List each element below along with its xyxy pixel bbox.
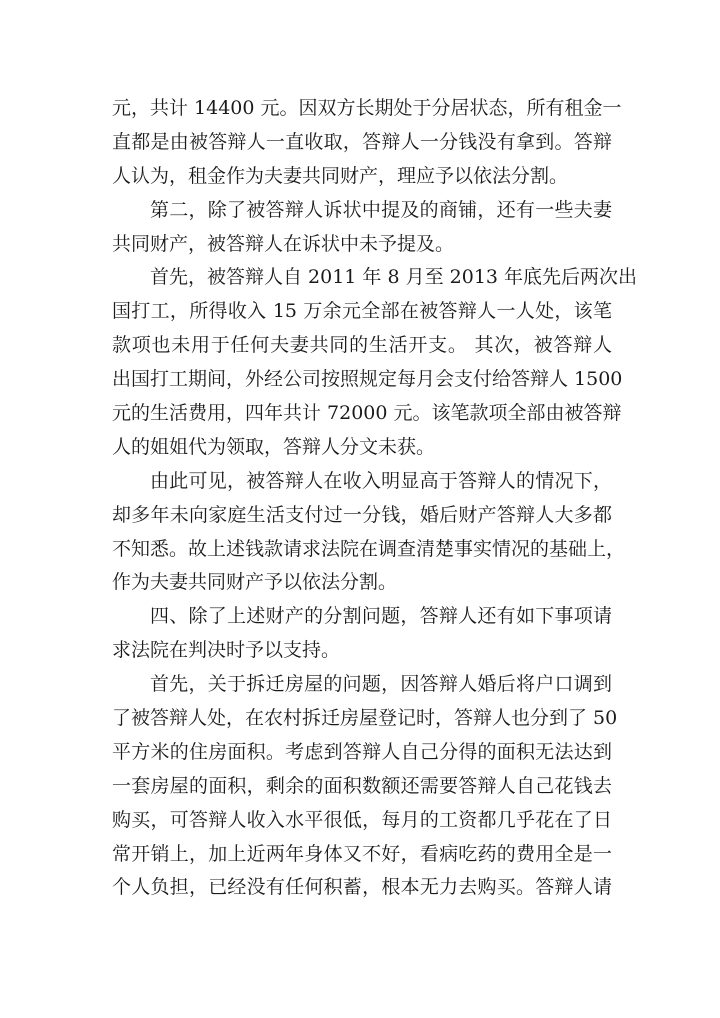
text-line: 个人负担，已经没有任何积蓄，根本无力去购买。答辩人请 [112,876,612,899]
text-line: 一套房屋的面积，剩余的面积数额还需要答辩人自己花钱去 [112,774,612,797]
text-line: 购买，可答辩人收入水平很低，每月的工资都几乎花在了日 [112,808,612,831]
text-line: 却多年未向家庭生活支付过一分钱，婚后财产答辩人大多都 [112,503,612,526]
paragraph-first-line: 由此可见，被答辩人在收入明显高于答辩人的情况下， [150,469,612,492]
body-text [112,92,638,905]
text-line: 不知悉。故上述钱款请求法院在调查清楚事实情况的基础上， [112,537,626,560]
text-line: 求法院在判决时予以支持。 [112,639,341,662]
text-line: 平方米的住房面积。考虑到答辩人自己分得的面积无法达到 [112,740,612,763]
text-line: 国打工，所得收入 15 万余元全部在被答辩人一人处，该笔 [112,300,612,323]
paragraph-first-line: 首先，关于拆迁房屋的问题，因答辩人婚后将户口调到 [150,673,612,696]
paragraph-first-line: 第二，除了被答辩人诉状中提及的商铺，还有一些夫妻 [150,198,612,221]
text-line: 了被答辩人处，在农村拆迁房屋登记时，答辩人也分到了 50 [112,707,618,730]
paragraph-first-line: 首先，被答辩人自 2011 年 8 月至 2013 年底先后两次出 [150,266,638,289]
text-line: 常开销上，加上近两年身体又不好，看病吃药的费用全是一 [112,842,612,865]
text-line: 人认为，租金作为夫妻共同财产，理应予以依法分割。 [112,164,569,187]
text-line: 款项也未用于任何夫妻共同的生活开支。 其次，被答辩人 [112,334,612,357]
text-line: 作为夫妻共同财产予以依法分割。 [112,571,398,594]
text-line: 元，共计 14400 元。因双方长期处于分居状态，所有租金一 [112,97,622,119]
text-line: 人的姐姐代为领取，答辩人分文未获。 [112,435,436,458]
text-line: 出国打工期间，外经公司按照规定每月会支付给答辩人 1500 [112,368,623,391]
text-line: 直都是由被答辩人一直收取，答辩人一分钱没有拿到。答辩 [112,130,612,153]
text-line: 共同财产，被答辩人在诉状中未予提及。 [112,232,455,255]
text-line: 元的生活费用，四年共计 72000 元。该笔款项全部由被答辩 [112,402,622,425]
paragraph-first-line: 四、除了上述财产的分割问题，答辩人还有如下事项请 [150,605,612,628]
